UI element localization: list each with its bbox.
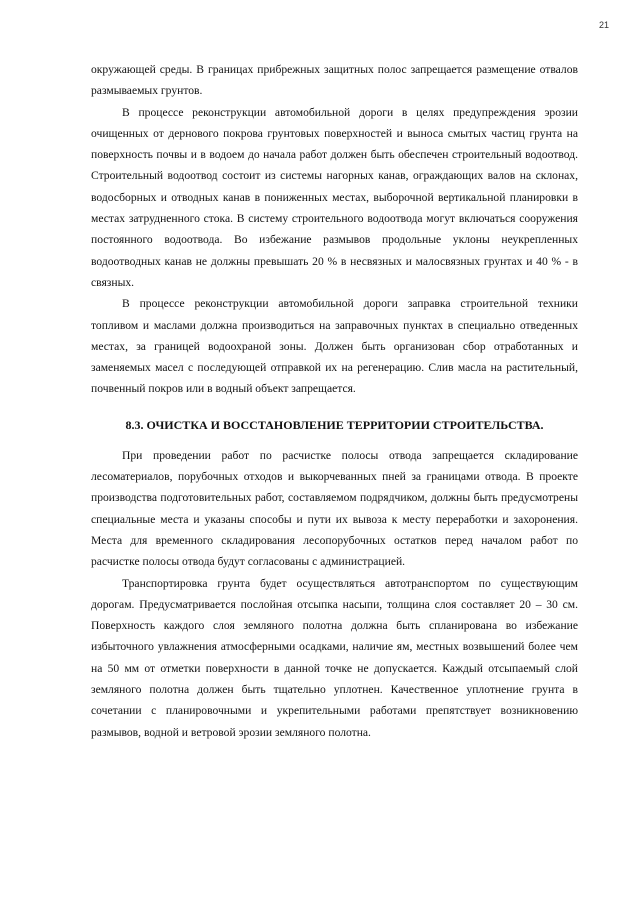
section-heading: 8.3. ОЧИСТКА И ВОССТАНОВЛЕНИЕ ТЕРРИТОРИИ СТРОИТЕЛЬСТВА. bbox=[125, 417, 544, 432]
page-number: 21 bbox=[598, 20, 609, 30]
paragraph-clearing: При проведении работ по расчистке полосы отвода запрещается складирование лесоматериалов, порубочных отходов и выкорчеванных пней за границами отвода. В проекте производства подготовительных работ, составляемом подрядчиком, должны быть предусмотрены специальные места и указаны способы и пути их вывоза к месту переработки и захоронения. Места для временного складирования лесопорубочных остатков перед началом работ по расчистке полосы отвода будут согласованы с администрацией. bbox=[91, 448, 578, 569]
paragraph-drainage: В процессе реконструкции автомобильной дороги в целях предупреждения эрозии очищенных от дернового покрова грунтовых поверхностей и выноса смытых частиц грунта на поверхность почвы и в водоем до начала работ должен быть обеспечен строительный водоотвод. Строительный водоотвод состоит из системы нагорных канав, ограждающих валов на склонах, водосборных и отводных канав в пониженных местах, выборочной вертикальной планировки в местах затрудненного стока. В систему строительного водоотвода могут включаться сооружения постоянного водоотвода. Во избежание размывов продольные уклоны неукрепленных водоотводных канав не должны превышать 20 % в несвязных и малосвязных грунтах и 40 % - в связных. bbox=[91, 105, 578, 289]
document-body bbox=[91, 59, 578, 743]
paragraph-continued: окружающей среды. В границах прибрежных защитных полос запрещается размещение отвалов размываемых грунтов. bbox=[91, 63, 578, 98]
paragraph-refueling: В процессе реконструкции автомобильной дороги заправка строительной техники топливом и маслами должна производиться на заправочных пунктах в специально отведенных местах, за границей водоохраной зоны. Должен быть организован сбор отработанных и заменяемых масел с последующей отправкой их на регенерацию. Слив масла на растительный, почвенный покров или в водный объект запрещается. bbox=[91, 297, 578, 396]
paragraph-soil-transport: Транспортировка грунта будет осуществляться автотранспортом по существующим дорогам. Предусматривается послойная отсыпка насыпи, толщина слоя составляет 20 – 30 см. Поверхность каждого слоя земляного полотна должна быть спланирована во избежание избыточного увлажнения атмосферными осадками, наличие ям, местных возвышений более чем на 50 мм от отметки поверхности в данной точке не допускается. Каждый отсыпаемый слой земляного полотна должен быть тщательно уплотнен. Качественное уплотнение грунта в сочетании с планировочными и укрепительными работами препятствует возникновению размывов, водной и ветровой эрозии земляного полотна. bbox=[91, 576, 578, 739]
